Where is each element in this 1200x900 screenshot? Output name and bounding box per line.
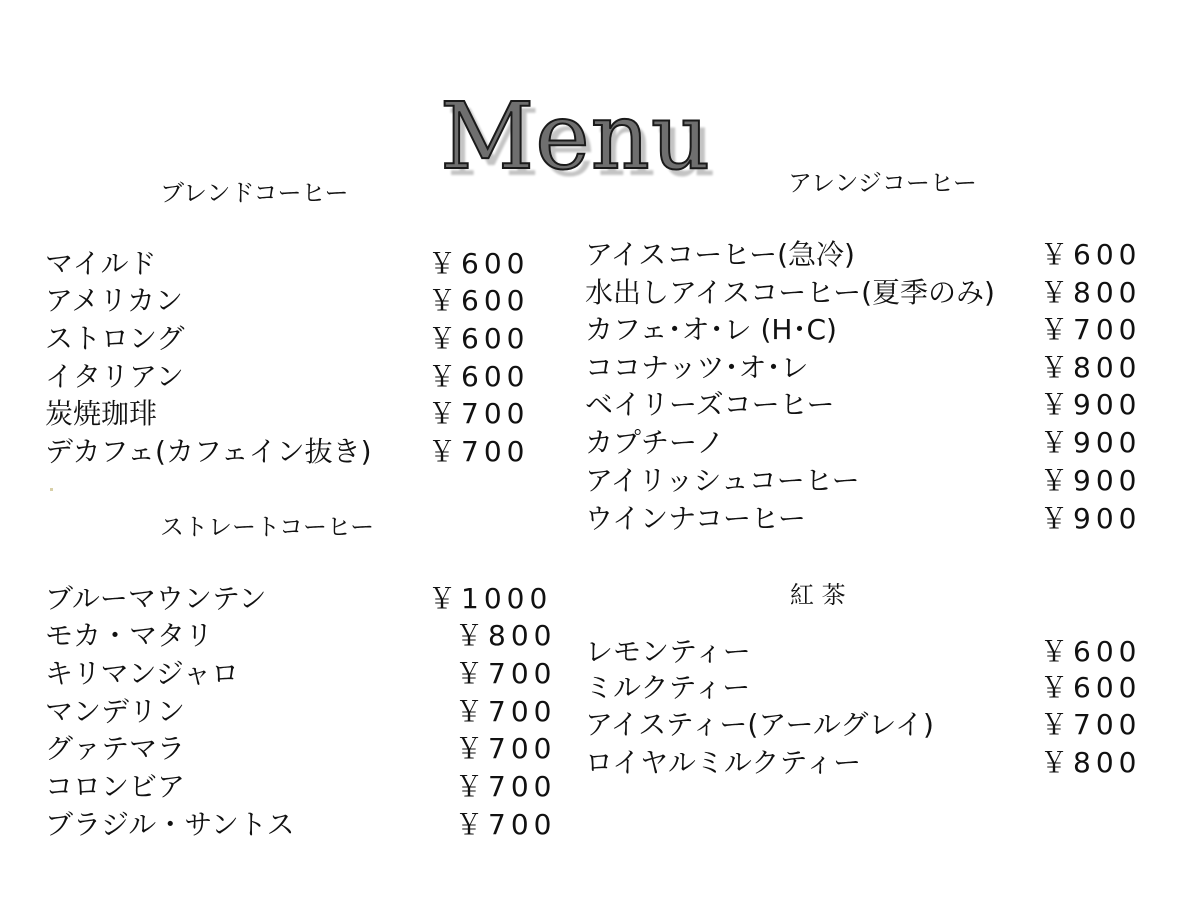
item-name: コロンビア — [45, 770, 186, 803]
item-price: ￥700 — [455, 657, 557, 690]
item-price: ￥900 — [1040, 426, 1142, 459]
menu-item — [45, 433, 530, 471]
menu-item — [585, 274, 1150, 312]
item-name: キリマンジャロ — [45, 657, 240, 690]
menu-item — [585, 424, 1150, 462]
item-price: ￥700 — [455, 732, 557, 765]
menu-item — [45, 282, 530, 320]
menu-item — [45, 580, 553, 618]
menu-item — [585, 462, 1150, 500]
item-name: ストロング — [45, 322, 185, 355]
blend-coffee-heading: ブレンドコーヒー — [160, 179, 349, 207]
menu-item — [45, 730, 557, 768]
item-name: イタリアン — [45, 360, 184, 393]
item-name: 水出しアイスコーヒー(夏季のみ) — [585, 276, 995, 309]
item-price: ￥1000 — [428, 582, 553, 615]
menu-item — [585, 236, 1150, 274]
item-name: カフェ･オ･レ (H･C) — [585, 313, 837, 346]
menu-item — [45, 320, 530, 358]
item-name: ブラジル・サントス — [45, 808, 295, 841]
item-price: ￥600 — [428, 247, 530, 280]
menu-item — [585, 311, 1150, 349]
item-name: アイスティー(アールグレイ) — [585, 708, 934, 741]
tea-heading: 紅 茶 — [790, 581, 846, 609]
item-name: マンデリン — [45, 695, 186, 728]
item-price: ￥600 — [428, 360, 530, 393]
menu-item — [585, 669, 1150, 707]
item-name: ウインナコーヒー — [585, 502, 806, 535]
menu-item — [45, 617, 557, 655]
item-name: マイルド — [45, 247, 157, 280]
item-name: ブルーマウンテン — [45, 582, 267, 615]
item-name: デカフェ(カフェイン抜き) — [45, 435, 372, 468]
item-name: カプチーノ — [585, 426, 725, 459]
menu-title: Menu — [440, 83, 712, 190]
item-name: 炭焼珈琲 — [45, 397, 158, 430]
item-price: ￥900 — [1040, 388, 1142, 421]
item-price: ￥800 — [455, 619, 557, 652]
item-price: ￥900 — [1040, 464, 1142, 497]
menu-item — [585, 706, 1150, 744]
item-name: アイスコーヒー(急冷) — [585, 238, 855, 271]
straight-coffee-heading: ストレートコーヒー — [160, 513, 375, 541]
menu-item — [45, 245, 530, 283]
menu-item — [45, 655, 557, 693]
arrange-coffee-heading: アレンジコーヒー — [788, 169, 977, 197]
item-price: ￥600 — [428, 284, 530, 317]
menu-item — [585, 633, 1150, 671]
item-name: ベイリーズコーヒー — [585, 388, 835, 421]
item-price: ￥700 — [455, 695, 557, 728]
item-price: ￥600 — [1040, 238, 1142, 271]
item-price: ￥800 — [1040, 351, 1142, 384]
item-price: ￥700 — [428, 435, 530, 468]
item-price: ￥600 — [1040, 671, 1142, 704]
item-price: ￥600 — [1040, 635, 1142, 668]
item-name: グァテマラ — [45, 732, 186, 765]
item-price: ￥800 — [1040, 276, 1142, 309]
menu-item — [585, 744, 1150, 782]
menu-item — [45, 358, 530, 396]
menu-item — [585, 386, 1150, 424]
menu-item — [585, 500, 1150, 538]
item-price: ￥700 — [428, 397, 530, 430]
item-price: ￥900 — [1040, 502, 1142, 535]
item-price: ￥600 — [428, 322, 530, 355]
item-price: ￥700 — [1040, 313, 1142, 346]
menu-item — [45, 693, 557, 731]
item-name: モカ・マタリ — [45, 619, 214, 652]
menu-item — [45, 768, 557, 806]
item-name: レモンティー — [585, 635, 751, 668]
item-name: アメリカン — [45, 284, 184, 317]
menu-item — [585, 349, 1150, 387]
item-name: ココナッツ･オ･レ — [585, 351, 809, 384]
menu-item — [45, 806, 557, 844]
item-name: アイリッシュコーヒー — [585, 464, 860, 497]
stray-dot — [50, 488, 53, 491]
menu-item — [45, 395, 530, 433]
item-name: ロイヤルミルクティー — [585, 746, 862, 779]
item-price: ￥700 — [455, 770, 557, 803]
item-price: ￥800 — [1040, 746, 1142, 779]
item-price: ￥700 — [1040, 708, 1142, 741]
item-price: ￥700 — [455, 808, 557, 841]
item-name: ミルクティー — [585, 671, 751, 704]
